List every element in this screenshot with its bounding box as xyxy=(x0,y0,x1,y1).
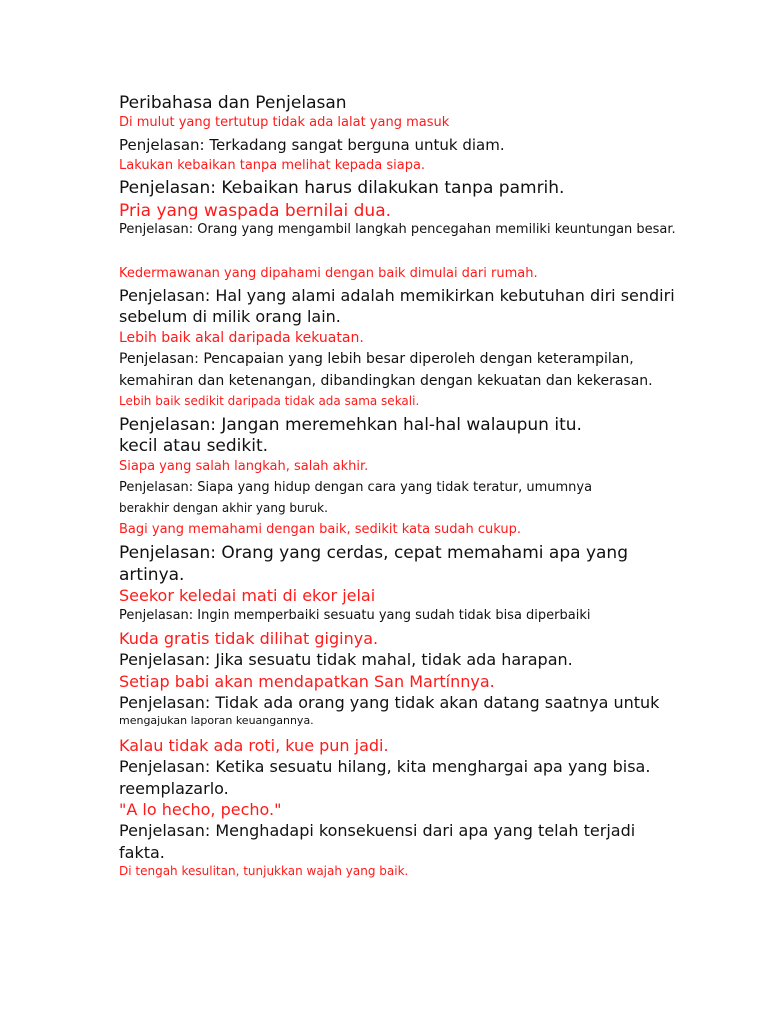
explanation-line: Penjelasan: Orang yang mengambil langkah pencegahan memiliki keuntungan besar. xyxy=(119,222,676,237)
proverb-line: Lebih baik sedikit daripada tidak ada sama sekali. xyxy=(119,394,420,408)
explanation-line: Penjelasan: Jangan meremehkan hal-hal walaupun itu. xyxy=(119,415,582,435)
proverb-line: Kalau tidak ada roti, kue pun jadi. xyxy=(119,736,389,755)
explanation-line: Penjelasan: Jika sesuatu tidak mahal, tidak ada harapan. xyxy=(119,650,573,669)
explanation-line: Penjelasan: Kebaikan harus dilakukan tanpa pamrih. xyxy=(119,178,565,198)
explanation-line: Penjelasan: Menghadapi konsekuensi dari apa yang telah terjadi xyxy=(119,821,636,840)
proverb-line: Pria yang waspada bernilai dua. xyxy=(119,201,392,221)
proverb-line: Lakukan kebaikan tanpa melihat kepada siapa. xyxy=(119,158,426,173)
proverb-line: Setiap babi akan mendapatkan San Martínnya. xyxy=(119,672,495,691)
page-title: Peribahasa dan Penjelasan xyxy=(119,93,347,113)
explanation-line: Penjelasan: Hal yang alami adalah memikirkan kebutuhan diri sendiri xyxy=(119,286,675,305)
explanation-line: reemplazarlo. xyxy=(119,779,229,798)
explanation-line: artinya. xyxy=(119,565,185,585)
proverb-line: Di mulut yang tertutup tidak ada lalat yang masuk xyxy=(119,115,450,130)
explanation-line: Penjelasan: Tidak ada orang yang tidak akan datang saatnya untuk xyxy=(119,693,660,712)
proverb-line: Seekor keledai mati di ekor jelai xyxy=(119,586,376,605)
proverb-line: Siapa yang salah langkah, salah akhir. xyxy=(119,459,369,474)
explanation-line: sebelum di milik orang lain. xyxy=(119,307,341,326)
proverb-line: Di tengah kesulitan, tunjukkan wajah yang baik. xyxy=(119,864,409,878)
proverb-line: "A lo hecho, pecho." xyxy=(119,800,282,819)
explanation-line: kemahiran dan ketenangan, dibandingkan dengan kekuatan dan kekerasan. xyxy=(119,373,653,389)
explanation-line: kecil atau sedikit. xyxy=(119,436,269,456)
explanation-line: Penjelasan: Pencapaian yang lebih besar diperoleh dengan keterampilan, xyxy=(119,351,634,367)
explanation-line: mengajukan laporan keuangannya. xyxy=(119,714,314,727)
proverb-line: Lebih baik akal daripada kekuatan. xyxy=(119,330,364,346)
explanation-line: berakhir dengan akhir yang buruk. xyxy=(119,501,328,515)
proverb-line: Kuda gratis tidak dilihat giginya. xyxy=(119,629,379,648)
explanation-line: fakta. xyxy=(119,843,165,862)
explanation-line: Penjelasan: Orang yang cerdas, cepat memahami apa yang xyxy=(119,543,628,563)
proverb-line: Kedermawanan yang dipahami dengan baik dimulai dari rumah. xyxy=(119,266,538,281)
explanation-line: Penjelasan: Ingin memperbaiki sesuatu yang sudah tidak bisa diperbaiki xyxy=(119,608,591,623)
proverb-line: Bagi yang memahami dengan baik, sedikit kata sudah cukup. xyxy=(119,522,521,537)
explanation-line: Penjelasan: Terkadang sangat berguna untuk diam. xyxy=(119,136,505,154)
explanation-line: Penjelasan: Ketika sesuatu hilang, kita menghargai apa yang bisa. xyxy=(119,757,651,776)
explanation-line: Penjelasan: Siapa yang hidup dengan cara yang tidak teratur, umumnya xyxy=(119,480,593,495)
